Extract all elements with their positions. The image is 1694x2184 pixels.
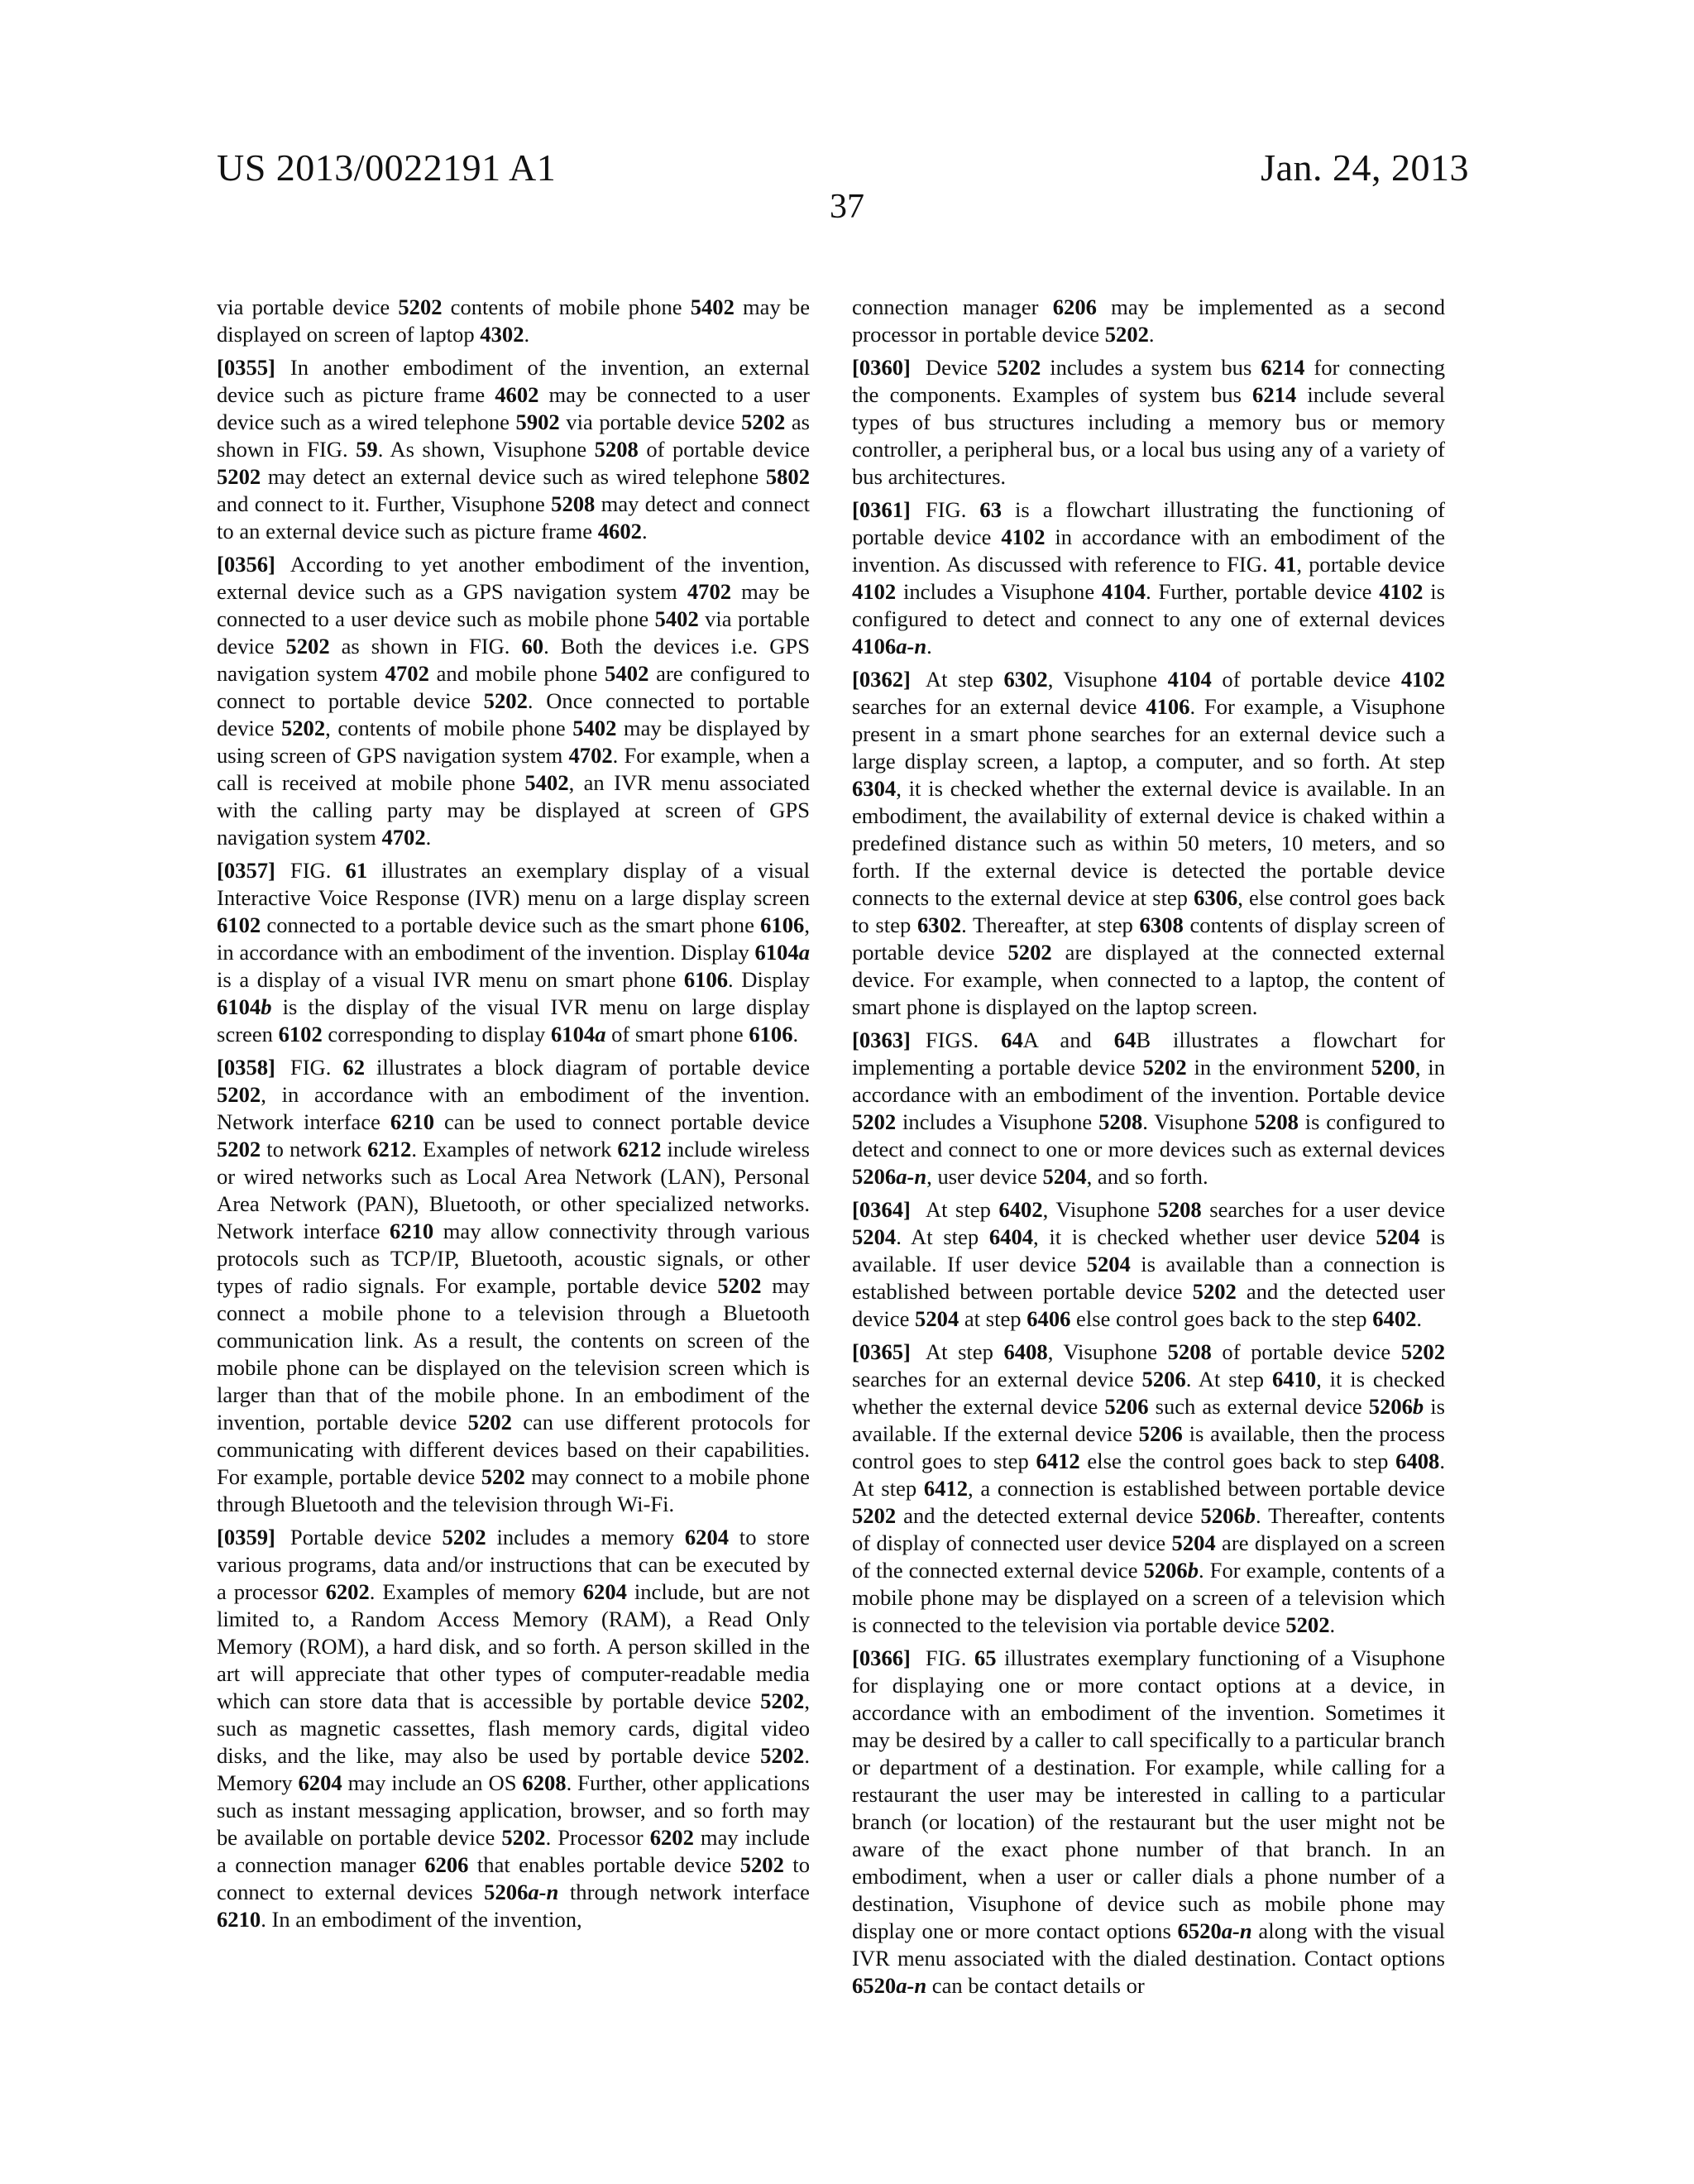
paragraph-text: FIG. 62 illustrates a block diagram of portable device 5202, in accordance with an embodiment of the invention. Network interface 6210 can be used to connect portable device 5202 to network 6212. Examples of network 6212 include wireless or wired networks such as Local Area Network (LAN), Personal Area Network (PAN), Bluetooth, or other specialized networks. Network interface 6210 may allow connectivity through various protocols such as TCP/IP, Bluetooth, acoustic signals, or other types of radio signals. For example, portable device 5202 may connect a mobile phone to a television through a Bluetooth communication link. As a result, the contents on screen of the mobile phone can be displayed on the television screen which is larger than that of the mobile phone. In an embodiment of the invention, portable device 5202 can use different protocols for communicating with different devices based on their capabilities. For example, portable device 5202 may connect to a mobile phone through Bluetooth and the television through Wi-Fi. bbox=[217, 1055, 810, 1516]
paragraph-number: [0358] bbox=[217, 1055, 275, 1080]
publication-date: Jan. 24, 2013 bbox=[1261, 146, 1469, 189]
left-column bbox=[217, 294, 810, 1939]
paragraph bbox=[852, 1027, 1445, 1190]
paragraph-number: [0365] bbox=[852, 1339, 911, 1364]
paragraph-number: [0363] bbox=[852, 1027, 911, 1052]
paragraph bbox=[217, 1054, 810, 1518]
paragraph-number: [0360] bbox=[852, 355, 911, 380]
continuation-paragraph: via portable device 5202 contents of mobile phone 5402 may be displayed on screen of laptop 4302. bbox=[217, 295, 810, 347]
paragraph bbox=[852, 1339, 1445, 1639]
paragraph-number: [0357] bbox=[217, 858, 275, 883]
paragraph-text: FIG. 63 is a flowchart illustrating the functioning of portable device 4102 in accordance with an embodiment of the invention. As discussed with reference to FIG. 41, portable device 4102 includes a Visuphone 4104. Further, portable device 4102 is configured to detect and connect to any one of external devices 4106a-n. bbox=[852, 497, 1445, 659]
right-column bbox=[852, 294, 1445, 2005]
paragraph-text: At step 6402, Visuphone 5208 searches for a user device 5204. At step 6404, it is checked whether user device 5204 is available. If user device 5204 is available than a connection is established between portable device 5202 and the detected user device 5204 at step 6406 else control goes back to the step 6402. bbox=[852, 1197, 1445, 1331]
paragraph-number: [0356] bbox=[217, 552, 275, 577]
paragraph-list bbox=[852, 354, 1445, 2000]
paragraph-text: According to yet another embodiment of the invention, external device such as a GPS navigation system 4702 may be connected to a user device such as mobile phone 5402 via portable device 5202 as shown in FIG. 60. Both the devices i.e. GPS navigation system 4702 and mobile phone 5402 are configured to connect to portable device 5202. Once connected to portable device 5202, contents of mobile phone 5402 may be displayed by using screen of GPS navigation system 4702. For example, when a call is received at mobile phone 5402, an IVR menu associated with the calling party may be displayed at screen of GPS navigation system 4702. bbox=[217, 552, 811, 850]
paragraph-list bbox=[217, 354, 810, 1933]
paragraph-text: Portable device 5202 includes a memory 6204 to store various programs, data and/or instructions that can be executed by a processor 6202. Examples of memory 6204 include, but are not limited to, a Random Access Memory (RAM), a Read Only Memory (ROM), a hard disk, and so forth. A person skilled in the art will appreciate that other types of computer-readable media which can store data that is accessible by portable device 5202, such as magnetic cassettes, flash memory cards, digital video disks, and the like, may also be used by portable device 5202. Memory 6204 may include an OS 6208. Further, other applications such as instant messaging application, browser, and so forth may be available on portable device 5202. Processor 6202 may include a connection manager 6206 that enables portable device 5202 to connect to external devices 5206a-n through network interface 6210. In an embodiment of the invention, bbox=[217, 1525, 811, 1932]
paragraph-text: In another embodiment of the invention, an external device such as picture frame 4602 may be connected to a user device such as a wired telephone 5902 via portable device 5202 as shown in FIG. 59. As shown, Visuphone 5208 of portable device 5202 may detect an external device such as wired telephone 5802 and connect to it. Further, Visuphone 5208 may detect and connect to an external device such as picture frame 4602. bbox=[217, 355, 811, 544]
paragraph-number: [0361] bbox=[852, 497, 911, 522]
paragraph-text: Device 5202 includes a system bus 6214 for connecting the components. Examples of system bus 6214 include several types of bus structures including a memory bus or memory controller, a peripheral bus, or a local bus using any of a variety of bus architectures. bbox=[852, 355, 1446, 489]
continuation-paragraph: connection manager 6206 may be implemented as a second processor in portable device 5202. bbox=[852, 295, 1445, 347]
paragraph-text: FIG. 65 illustrates exemplary functioning of a Visuphone for displaying one or more contact options at a device, in accordance with an embodiment of the invention. Sometimes it may be desired by a caller to call specifically to a particular branch or department of a destination. For example, while calling for a restaurant the user may be interested in calling to a particular branch (or location) of the restaurant but the user might not be aware of the exact phone number of that branch. In an embodiment, when a user or caller dials a phone number of a destination, Visuphone of device such as mobile phone may display one or more contact options 6520a-n along with the visual IVR menu associated with the dialed destination. Contact options 6520a-n can be contact details or bbox=[852, 1645, 1446, 1998]
paragraph-number: [0359] bbox=[217, 1525, 275, 1549]
paragraph bbox=[852, 666, 1445, 1021]
paragraph bbox=[852, 1196, 1445, 1333]
paragraph bbox=[217, 1524, 810, 1933]
paragraph-text: At step 6302, Visuphone 4104 of portable device 4102 searches for an external device 4106. For example, a Visuphone present in a smart phone searches for an external device such a large display screen, a laptop, a computer, and so forth. At step 6304, it is checked whether the external device is available. In an embodiment, the availability of external device is chaked within a predefined distance such as within 50 meters, 10 meters, and so forth. If the external device is detected the portable device connects to the external device at step 6306, else control goes back to step 6302. Thereafter, at step 6308 contents of display screen of portable device 5202 are displayed at the connected external device. For example, when connected to a laptop, the content of smart phone is displayed on the laptop screen. bbox=[852, 667, 1446, 1019]
paragraph-text: FIGS. 64A and 64B illustrates a flowchart for implementing a portable device 5202 in the environment 5200, in accordance with an embodiment of the invention. Portable device 5202 includes a Visuphone 5208. Visuphone 5208 is configured to detect and connect to one or more devices such as external devices 5206a-n, user device 5204, and so forth. bbox=[852, 1027, 1445, 1189]
paragraph bbox=[217, 857, 810, 1048]
paragraph-number: [0366] bbox=[852, 1645, 911, 1670]
paragraph-number: [0362] bbox=[852, 667, 911, 692]
paragraph-number: [0364] bbox=[852, 1197, 911, 1222]
paragraph bbox=[217, 551, 810, 851]
paragraph bbox=[852, 496, 1445, 660]
paragraph-number: [0355] bbox=[217, 355, 275, 380]
paragraph bbox=[852, 1645, 1445, 2000]
paragraph-text: FIG. 61 illustrates an exemplary display of a visual Interactive Voice Response (IVR) menu on a large display screen 6102 connected to a portable device such as the smart phone 6106, in accordance with an embodiment of the invention. Display 6104a is a display of a visual IVR menu on smart phone 6106. Display 6104b is the display of the visual IVR menu on large display screen 6102 corresponding to display 6104a of smart phone 6106. bbox=[217, 858, 810, 1046]
page-number: 37 bbox=[830, 188, 864, 226]
paragraph bbox=[217, 354, 810, 545]
paragraph-text: At step 6408, Visuphone 5208 of portable device 5202 searches for an external device 5206. At step 6410, it is checked whether the external device 5206 such as external device 5206b is available. If the external device 5206 is available, then the process control goes to step 6412 else the control goes back to step 6408. At step 6412, a connection is established between portable device 5202 and the detected external device 5206b. Thereafter, contents of display of connected user device 5204 are displayed on a screen of the connected external device 5206b. For example, contents of a mobile phone may be displayed on a screen of a television which is connected to the television via portable device 5202. bbox=[852, 1339, 1446, 1637]
paragraph bbox=[852, 354, 1445, 491]
publication-number: US 2013/0022191 A1 bbox=[217, 146, 557, 189]
